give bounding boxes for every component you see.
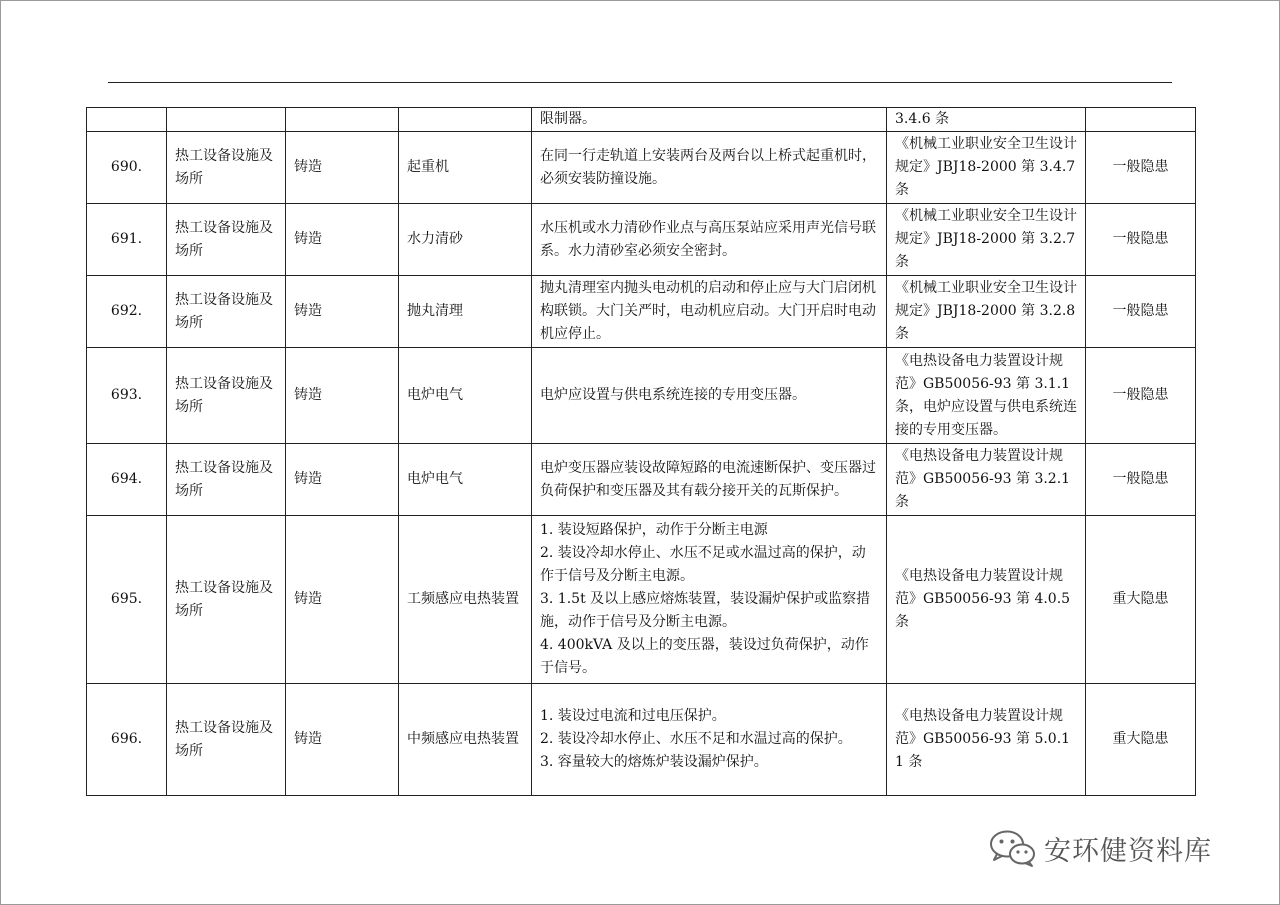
cell-category: 热工设备设施及场所 (167, 684, 286, 796)
cell-process: 铸造 (286, 276, 399, 348)
cell-basis: 《电热设备电力装置设计规范》GB50056-93 第 3.2.1 条 (887, 444, 1086, 516)
cell-basis: 《机械工业职业安全卫生设计规定》JBJ18-2000 第 3.2.7 条 (887, 204, 1086, 276)
cell-number: 693. (87, 348, 167, 444)
header-rule (108, 82, 1172, 83)
requirement-line: 1. 装设过电流和过电压保护。 (540, 708, 726, 724)
cell-process: 铸造 (286, 204, 399, 276)
cell-item: 电炉电气 (399, 348, 532, 444)
cell-hazard-level: 重大隐患 (1086, 684, 1196, 796)
wechat-icon (988, 828, 1038, 868)
requirement-line: 1. 装设短路保护，动作于分断主电源 (540, 522, 768, 538)
requirement-line: 抛丸清理室内抛头电动机的启动和停止应与大门启闭机构联锁。大门关严时，电动机应启动。大门开启时电动机应停止。 (540, 280, 876, 342)
cell-category: 热工设备设施及场所 (167, 516, 286, 684)
requirement-line: 3. 1.5t 及以上感应熔炼装置，装设漏炉保护或监察措施，动作于信号及分断主电源。 (540, 591, 871, 630)
cell-basis: 《电热设备电力装置设计规范》GB50056-93 第 3.1.1 条，电炉应设置与供电系统连接的专用变压器。 (887, 348, 1086, 444)
cell-hazard-level: 一般隐患 (1086, 204, 1196, 276)
table-row (87, 132, 1196, 204)
cell-category: 热工设备设施及场所 (167, 204, 286, 276)
requirement-line: 电炉变压器应装设故障短路的电流速断保护、变压器过负荷保护和变压器及其有载分接开关的瓦斯保护。 (540, 459, 876, 499)
requirement-line: 3. 容量较大的熔炼炉装设漏炉保护。 (540, 754, 768, 770)
cell-item: 起重机 (399, 132, 532, 204)
hazard-table-body (87, 108, 1196, 796)
cell-number (87, 108, 167, 132)
cell-requirement (532, 684, 887, 796)
requirement-line: 2. 装设冷却水停止、水压不足和水温过高的保护。 (540, 731, 852, 747)
cell-number: 696. (87, 684, 167, 796)
cell-item: 水力清砂 (399, 204, 532, 276)
cell-requirement (532, 348, 887, 444)
cell-basis: 《电热设备电力装置设计规范》GB50056-93 第 4.0.5 条 (887, 516, 1086, 684)
cell-item: 中频感应电热装置 (399, 684, 532, 796)
cell-number: 691. (87, 204, 167, 276)
cell-item: 工频感应电热装置 (399, 516, 532, 684)
table-row (87, 684, 1196, 796)
requirement-line: 在同一行走轨道上安装两台及两台以上桥式起重机时，必须安装防撞设施。 (540, 147, 876, 187)
cell-requirement (532, 276, 887, 348)
cell-requirement (532, 516, 887, 684)
cell-item: 电炉电气 (399, 444, 532, 516)
cell-number: 690. (87, 132, 167, 204)
cell-category: 热工设备设施及场所 (167, 348, 286, 444)
requirement-line: 电炉应设置与供电系统连接的专用变压器。 (540, 387, 806, 403)
cell-basis: 3.4.6 条 (887, 108, 1086, 132)
cell-process: 铸造 (286, 444, 399, 516)
cell-basis: 《机械工业职业安全卫生设计规定》JBJ18-2000 第 3.2.8 条 (887, 276, 1086, 348)
cell-requirement (532, 108, 887, 132)
cell-hazard-level: 重大隐患 (1086, 516, 1196, 684)
table-row (87, 444, 1196, 516)
cell-process: 铸造 (286, 516, 399, 684)
table-row (87, 276, 1196, 348)
cell-category: 热工设备设施及场所 (167, 444, 286, 516)
table-row (87, 204, 1196, 276)
cell-hazard-level: 一般隐患 (1086, 348, 1196, 444)
cell-basis: 《电热设备电力装置设计规范》GB50056-93 第 5.0.11 条 (887, 684, 1086, 796)
table-row (87, 516, 1196, 684)
cell-requirement (532, 444, 887, 516)
cell-hazard-level: 一般隐患 (1086, 132, 1196, 204)
cell-category: 热工设备设施及场所 (167, 132, 286, 204)
watermark-text: 安环健资料库 (1044, 835, 1212, 867)
cell-number: 694. (87, 444, 167, 516)
cell-process (286, 108, 399, 132)
requirement-line: 水压机或水力清砂作业点与高压泵站应采用声光信号联系。水力清砂室必须安全密封。 (540, 219, 876, 259)
cell-hazard-level: 一般隐患 (1086, 444, 1196, 516)
cell-hazard-level (1086, 108, 1196, 132)
cell-number: 692. (87, 276, 167, 348)
cell-requirement (532, 132, 887, 204)
cell-number: 695. (87, 516, 167, 684)
cell-process: 铸造 (286, 684, 399, 796)
hazard-table (86, 107, 1196, 796)
cell-process: 铸造 (286, 348, 399, 444)
cell-process: 铸造 (286, 132, 399, 204)
cell-requirement (532, 204, 887, 276)
cell-category: 热工设备设施及场所 (167, 276, 286, 348)
requirement-line: 限制器。 (540, 111, 596, 127)
requirement-line: 2. 装设冷却水停止、水压不足或水温过高的保护，动作于信号及分断主电源。 (540, 545, 866, 584)
cell-item (399, 108, 532, 132)
table-row (87, 108, 1196, 132)
cell-basis: 《机械工业职业安全卫生设计规定》JBJ18-2000 第 3.4.7 条 (887, 132, 1086, 204)
cell-hazard-level: 一般隐患 (1086, 276, 1196, 348)
watermark (988, 826, 1212, 870)
table-row (87, 348, 1196, 444)
requirement-line: 4. 400kVA 及以上的变压器，装设过负荷保护，动作于信号。 (540, 637, 869, 676)
cell-item: 抛丸清理 (399, 276, 532, 348)
cell-category (167, 108, 286, 132)
